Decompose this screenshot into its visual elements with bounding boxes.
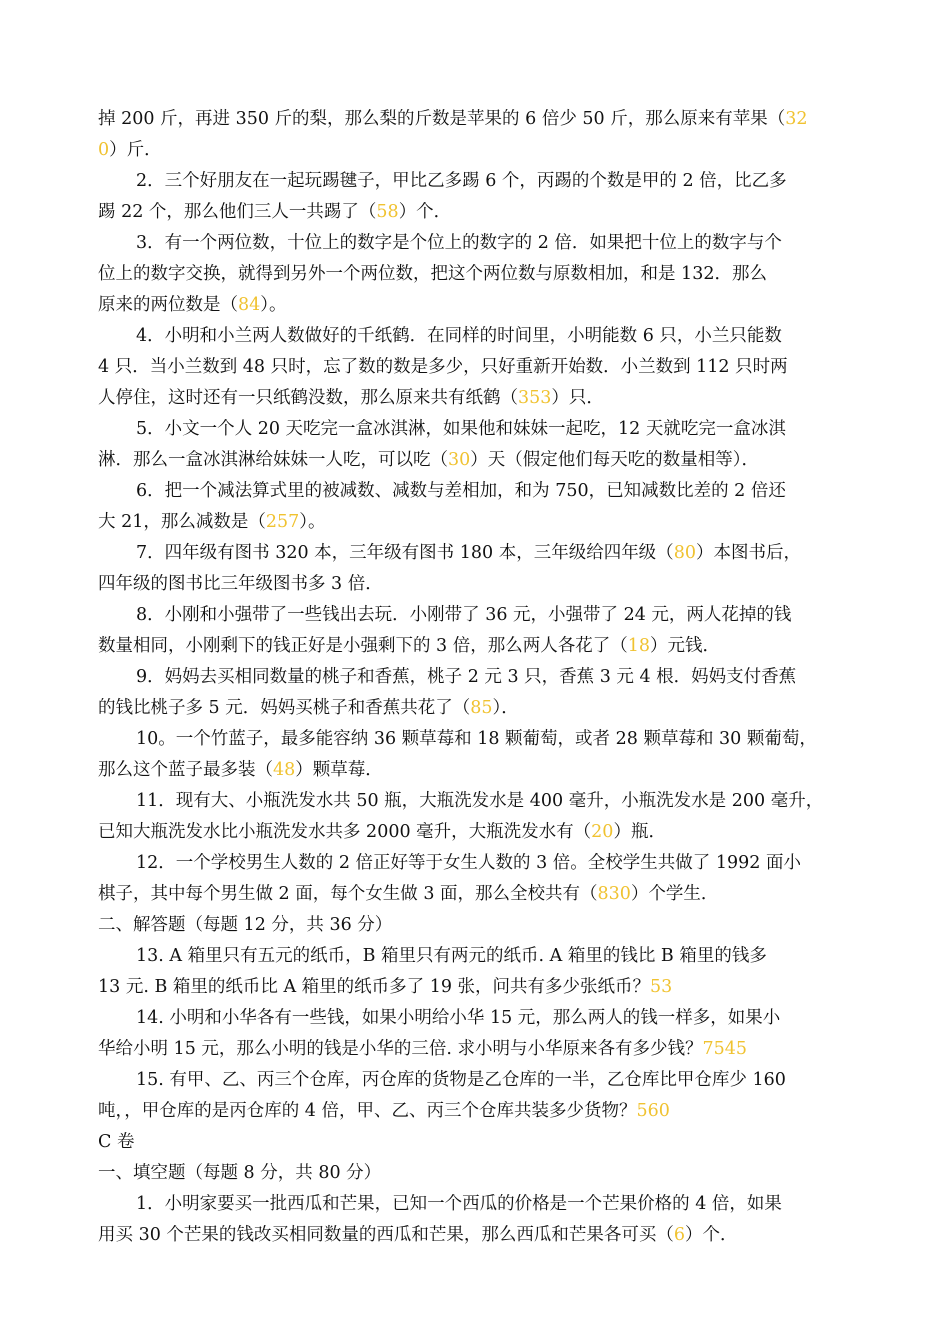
- answer-text: 58: [376, 202, 399, 222]
- text-line: [98, 600, 858, 631]
- text-segment: 一、填空题（每题 8 分，共 80 分）: [98, 1163, 382, 1183]
- text-segment: ）瓶．: [613, 822, 666, 842]
- answer-text: 830: [597, 884, 631, 904]
- text-segment: 华给小明 15 元，那么小明的钱是小华的三倍. 求小明与小华原来各有多少钱？: [98, 1039, 703, 1059]
- text-segment: 9．妈妈去买相同数量的桃子和香蕉，桃子 2 元 3 只，香蕉 3 元 4 根．妈妈支付香蕉: [136, 667, 797, 687]
- text-segment: 6．把一个减法算式里的被减数、减数与差相加，和为 750，已知减数比差的 2 倍还: [136, 481, 786, 501]
- text-segment: ）天（假定他们每天吃的数量相等）．: [470, 450, 760, 470]
- text-segment: ）斤．: [109, 140, 162, 160]
- answer-text: 6: [673, 1225, 686, 1245]
- answer-text: 560: [636, 1101, 670, 1121]
- text-line: [98, 786, 858, 817]
- text-line: [98, 662, 858, 693]
- text-segment: ）．: [492, 698, 519, 718]
- text-line: [98, 290, 858, 321]
- text-line: [98, 445, 858, 476]
- text-line: [98, 1158, 858, 1189]
- text-segment: ）。: [299, 512, 326, 532]
- text-segment: 用买 30 个芒果的钱改买相同数量的西瓜和芒果，那么西瓜和芒果各可买（: [98, 1225, 674, 1245]
- text-segment: 15. 有甲、乙、丙三个仓库，丙仓库的货物是乙仓库的一半，乙仓库比甲仓库少 160: [136, 1070, 786, 1090]
- text-line: [98, 879, 858, 910]
- answer-text: 84: [238, 295, 261, 315]
- text-line: [98, 693, 858, 724]
- text-segment: ）元钱．: [650, 636, 721, 656]
- text-segment: 那么这个蓝子最多装（: [98, 760, 273, 780]
- text-segment: ）只．: [551, 388, 604, 408]
- text-segment: 2．三个好朋友在一起玩踢毽子，甲比乙多踢 6 个，丙踢的个数是甲的 2 倍，比乙多: [136, 171, 787, 191]
- text-line: [98, 1127, 858, 1158]
- text-line: [98, 507, 858, 538]
- answer-text: 257: [265, 512, 300, 532]
- text-segment: 四年级的图书比三年级图书多 3 倍．: [98, 574, 383, 594]
- text-line: [98, 569, 858, 600]
- text-line: [98, 414, 858, 445]
- text-segment: 10。一个竹蓝子，最多能容纳 36 颗草莓和 18 颗葡萄，或者 28 颗草莓和 30 颗葡萄，: [136, 729, 817, 749]
- text-segment: 12．一个学校男生人数的 2 倍正好等于女生人数的 3 倍。全校学生共做了 1992 面小: [136, 853, 801, 873]
- text-line: [98, 104, 858, 135]
- answer-text: 85: [470, 698, 493, 718]
- text-line: [98, 259, 858, 290]
- text-segment: 原来的两位数是（: [98, 295, 238, 315]
- text-line: [98, 724, 858, 755]
- text-segment: 8．小刚和小强带了一些钱出去玩．小刚带了 36 元，小强带了 24 元，两人花掉的钱: [136, 605, 792, 625]
- text-line: [98, 383, 858, 414]
- text-line: [98, 1034, 858, 1065]
- text-line: [98, 817, 858, 848]
- text-segment: 大 21，那么减数是（: [98, 512, 266, 532]
- text-segment: 淋．那么一盒冰淇淋给妹妹一人吃，可以吃（: [98, 450, 448, 470]
- answer-text: 48: [273, 760, 296, 780]
- text-line: [98, 972, 858, 1003]
- answer-text: 53: [650, 977, 673, 997]
- answer-text: 30: [448, 450, 471, 470]
- text-line: [98, 476, 858, 507]
- text-segment: 掉 200 斤，再进 350 斤的梨，那么梨的斤数是苹果的 6 倍少 50 斤，那么原来有苹果（: [98, 109, 786, 129]
- text-segment: 已知大瓶洗发水比小瓶洗发水共多 2000 毫升，大瓶洗发水有（: [98, 822, 592, 842]
- text-segment: 位上的数字交换，就得到另外一个两位数，把这个两位数与原数相加，和是 132．那么: [98, 264, 767, 284]
- text-line: [98, 1065, 858, 1096]
- text-segment: 7．四年级有图书 320 本，三年级有图书 180 本，三年级给四年级（: [136, 543, 674, 563]
- text-line: [98, 1220, 858, 1251]
- text-line: [98, 538, 858, 569]
- text-segment: 14. 小明和小华各有一些钱，如果小明给小华 15 元，那么两人的钱一样多，如果小: [136, 1008, 781, 1028]
- text-segment: 吨，，甲仓库的是丙仓库的 4 倍，甲、乙、丙三个仓库共装多少货物？: [98, 1101, 637, 1121]
- text-line: [98, 166, 858, 197]
- text-segment: 棋子，其中每个男生做 2 面，每个女生做 3 面，那么全校共有（: [98, 884, 598, 904]
- text-segment: ）本图书后，: [695, 543, 801, 563]
- text-line: [98, 755, 858, 786]
- answer-text: 353: [518, 388, 552, 408]
- text-line: [98, 321, 858, 352]
- text-segment: 13 元. B 箱里的纸币比 A 箱里的纸币多了 19 张，问共有多少张纸币？: [98, 977, 651, 997]
- answer-text: 80: [673, 543, 696, 563]
- text-line: [98, 352, 858, 383]
- text-segment: 3．有一个两位数，十位上的数字是个位上的数字的 2 倍．如果把十位上的数字与个: [136, 233, 782, 253]
- text-segment: 11．现有大、小瓶洗发水共 50 瓶，大瓶洗发水是 400 毫升，小瓶洗发水是 200 毫升，: [136, 791, 824, 811]
- text-segment: ）颗草莓．: [295, 760, 383, 780]
- text-line: [98, 848, 858, 879]
- answer-text: 0: [98, 140, 110, 160]
- answer-text: 32: [785, 109, 808, 129]
- text-segment: 13. A 箱里只有五元的纸币，B 箱里只有两元的纸币. A 箱里的钱比 B 箱里的钱多: [136, 946, 767, 966]
- text-line: [98, 941, 858, 972]
- text-segment: 4 只．当小兰数到 48 只时，忘了数的数是多少，只好重新开始数．小兰数到 112 只时两: [98, 357, 788, 377]
- document-body: [98, 104, 858, 1251]
- text-line: [98, 1189, 858, 1220]
- text-line: [98, 631, 858, 662]
- text-segment: ）个．: [685, 1225, 738, 1245]
- text-line: [98, 197, 858, 228]
- text-segment: 4．小明和小兰两人数做好的千纸鹤．在同样的时间里，小明能数 6 只，小兰只能数: [136, 326, 782, 346]
- text-line: [98, 1096, 858, 1127]
- answer-text: 18: [627, 636, 651, 656]
- text-segment: 数量相同，小刚剩下的钱正好是小强剩下的 3 倍，那么两人各花了（: [98, 636, 628, 656]
- text-segment: 二、解答题（每题 12 分，共 36 分）: [98, 915, 393, 935]
- text-line: [98, 135, 858, 166]
- text-segment: ）。: [260, 295, 287, 315]
- text-segment: C 卷: [98, 1132, 135, 1152]
- text-segment: ）个学生．: [630, 884, 719, 904]
- text-segment: 人停住，这时还有一只纸鹤没数，那么原来共有纸鹤（: [98, 388, 518, 408]
- text-segment: ）个．: [398, 202, 452, 222]
- answer-text: 20: [591, 822, 614, 842]
- text-segment: 的钱比桃子多 5 元．妈妈买桃子和香蕉共花了（: [98, 698, 471, 718]
- text-line: [98, 1003, 858, 1034]
- text-segment: 5．小文一个人 20 天吃完一盒冰淇淋，如果他和妹妹一起吃，12 天就吃完一盒冰淇: [136, 419, 786, 439]
- text-line: [98, 228, 858, 259]
- text-segment: 踢 22 个，那么他们三人一共踢了（: [98, 202, 377, 222]
- text-segment: 1．小明家要买一批西瓜和芒果，已知一个西瓜的价格是一个芒果价格的 4 倍，如果: [136, 1194, 782, 1214]
- answer-text: 7545: [702, 1039, 748, 1059]
- text-line: [98, 910, 858, 941]
